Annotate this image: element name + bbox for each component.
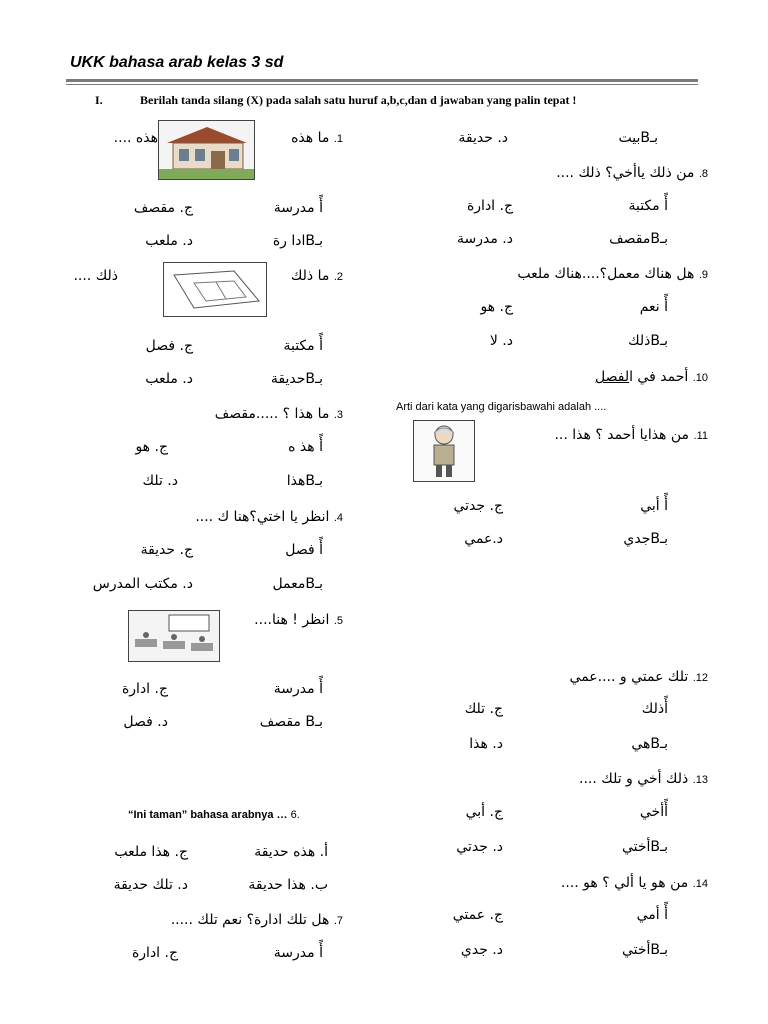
q11-prompt: 11. من هذايا أحمد ؟ هذا ...: [554, 427, 708, 443]
q5-option-c[interactable]: ج. ادارة: [121, 681, 168, 697]
q14-prompt: 14. من هو يا ألي ؟ هو ....: [560, 875, 708, 891]
q3-option-d[interactable]: د. تلك: [142, 473, 178, 489]
q4-option-d[interactable]: د. مكتب المدرس: [92, 576, 193, 592]
q11-option-b[interactable]: بـBجدي: [623, 531, 668, 547]
q12-option-c[interactable]: ج. تلك: [464, 701, 503, 717]
q2-option-c[interactable]: ج. فصل: [145, 338, 193, 354]
q12-option-a[interactable]: أًذلك: [641, 701, 668, 717]
q13-option-d[interactable]: د. جدتي: [456, 839, 503, 855]
q4-option-c[interactable]: ج. حديقة: [140, 542, 193, 558]
q9-option-c[interactable]: ج. هو: [480, 299, 513, 315]
q6-option-a[interactable]: أ. هذه حديقة: [254, 844, 328, 860]
q14-option-a[interactable]: أً أمي: [636, 907, 668, 923]
q12-prompt: 12. تلك عمتي و ....عمي: [569, 669, 708, 685]
q3-option-a[interactable]: أً هذ ه: [288, 439, 323, 455]
q1-option-c[interactable]: ج. مقصف: [133, 200, 193, 216]
q13-option-b[interactable]: بـBأختي: [621, 839, 668, 855]
q11-option-a[interactable]: أً أبي: [640, 498, 668, 514]
q11-option-c[interactable]: ج. جدتي: [453, 498, 503, 514]
q1-option-d[interactable]: د. ملعب: [145, 233, 193, 249]
q2-option-b[interactable]: بـBحديقة: [270, 371, 323, 387]
q2-option-a[interactable]: أً مكتبة: [283, 338, 323, 354]
header-rule-thin: [66, 84, 698, 85]
q13-option-c[interactable]: ج. أبي: [465, 804, 503, 820]
q4-option-a[interactable]: أً فصل: [285, 542, 323, 558]
q6-prompt: “Ini taman” bahasa arabnya … 6.: [128, 809, 300, 821]
q12-option-d[interactable]: د. هذا: [469, 736, 503, 752]
q6-option-b[interactable]: ب. هذا حديقة: [248, 877, 328, 893]
q2-prompt: 2. ما ذلك: [290, 268, 343, 284]
classroom-image: [128, 610, 220, 662]
q9-option-a[interactable]: أً نعم: [639, 299, 668, 315]
q9-option-d[interactable]: د. لا: [489, 333, 513, 349]
q13-option-a[interactable]: أًأخي: [639, 804, 668, 820]
q5-option-a[interactable]: أً مدرسة: [273, 681, 323, 697]
q1-option-b[interactable]: بـBادا رة: [272, 233, 323, 249]
school-building-image: [158, 120, 255, 180]
q8-option-a[interactable]: أً مكتبة: [628, 198, 668, 214]
q8-option-d[interactable]: د. مدرسة: [457, 231, 513, 247]
q1-option-a[interactable]: أً مدرسة: [273, 200, 323, 216]
q3-option-c[interactable]: ج. هو: [135, 439, 168, 455]
q10-prompt: 10. أحمد في الفصل: [595, 369, 708, 385]
q14-option-b[interactable]: بـBأختي: [621, 942, 668, 958]
q9-prompt: 9. هل هناك معمل؟....هناك ملعب: [517, 266, 708, 282]
q0-option-d[interactable]: د. حديقة: [458, 130, 508, 146]
q10-underlined-word: لفصل: [595, 369, 630, 385]
q0-option-b[interactable]: بـBبيت: [618, 130, 658, 146]
grandfather-image: [413, 420, 475, 482]
instruction-text: Berilah tanda silang (X) pada salah satu huruf a,b,c,dan d jawaban yang palin tepat !: [140, 93, 577, 107]
page-title: UKK bahasa arab kelas 3 sd: [70, 54, 284, 71]
q9-option-b[interactable]: بـBذلك: [628, 333, 668, 349]
q11-option-d[interactable]: د.عمي: [464, 531, 503, 547]
q1-blank: هذه ....: [113, 130, 158, 146]
q8-option-c[interactable]: ج. ادارة: [466, 198, 513, 214]
q6-option-c[interactable]: ج. هذا ملعب: [114, 844, 188, 860]
q7-option-c[interactable]: ج. ادارة: [131, 945, 178, 961]
q2-option-d[interactable]: د. ملعب: [145, 371, 193, 387]
q14-option-d[interactable]: د. جدي: [460, 942, 503, 958]
q7-prompt: 7. هل تلك ادارة؟ نعم تلك .....: [170, 912, 343, 928]
header-rule: [66, 79, 698, 82]
q10-note: Arti dari kata yang digarisbawahi adalah ....: [396, 401, 607, 413]
q13-prompt: 13. ذلك أخي و تلك ....: [579, 771, 708, 787]
q4-prompt: 4. انظر يا اختي؟هنا ك ....: [195, 509, 343, 525]
q3-option-b[interactable]: بـBهذا: [286, 473, 323, 489]
q1-prompt: 1. ما هذه: [291, 130, 343, 146]
q2-blank: ذلك ....: [73, 268, 118, 284]
q12-option-b[interactable]: بـBهي: [631, 736, 668, 752]
q14-option-c[interactable]: ج. عمتي: [452, 907, 503, 923]
q4-option-b[interactable]: بـBمعمل: [272, 576, 323, 592]
q3-prompt: 3. ما هذا ؟ .....مقصف: [214, 406, 343, 422]
q5-option-d[interactable]: د. فصل: [123, 714, 168, 730]
q7-option-a[interactable]: أً مدرسة: [273, 945, 323, 961]
q5-prompt: 5. انظر ! هنا....: [254, 612, 343, 628]
q6-option-d[interactable]: د. تلك حديقة: [113, 877, 188, 893]
instruction-number: I.: [95, 93, 103, 107]
q5-option-b[interactable]: بـB مقصف: [259, 714, 323, 730]
q8-prompt: 8. من ذلك ياأخي؟ ذلك ....: [556, 165, 708, 181]
q8-option-b[interactable]: بـBمقصف: [609, 231, 668, 247]
field-sketch-image: [163, 262, 267, 317]
